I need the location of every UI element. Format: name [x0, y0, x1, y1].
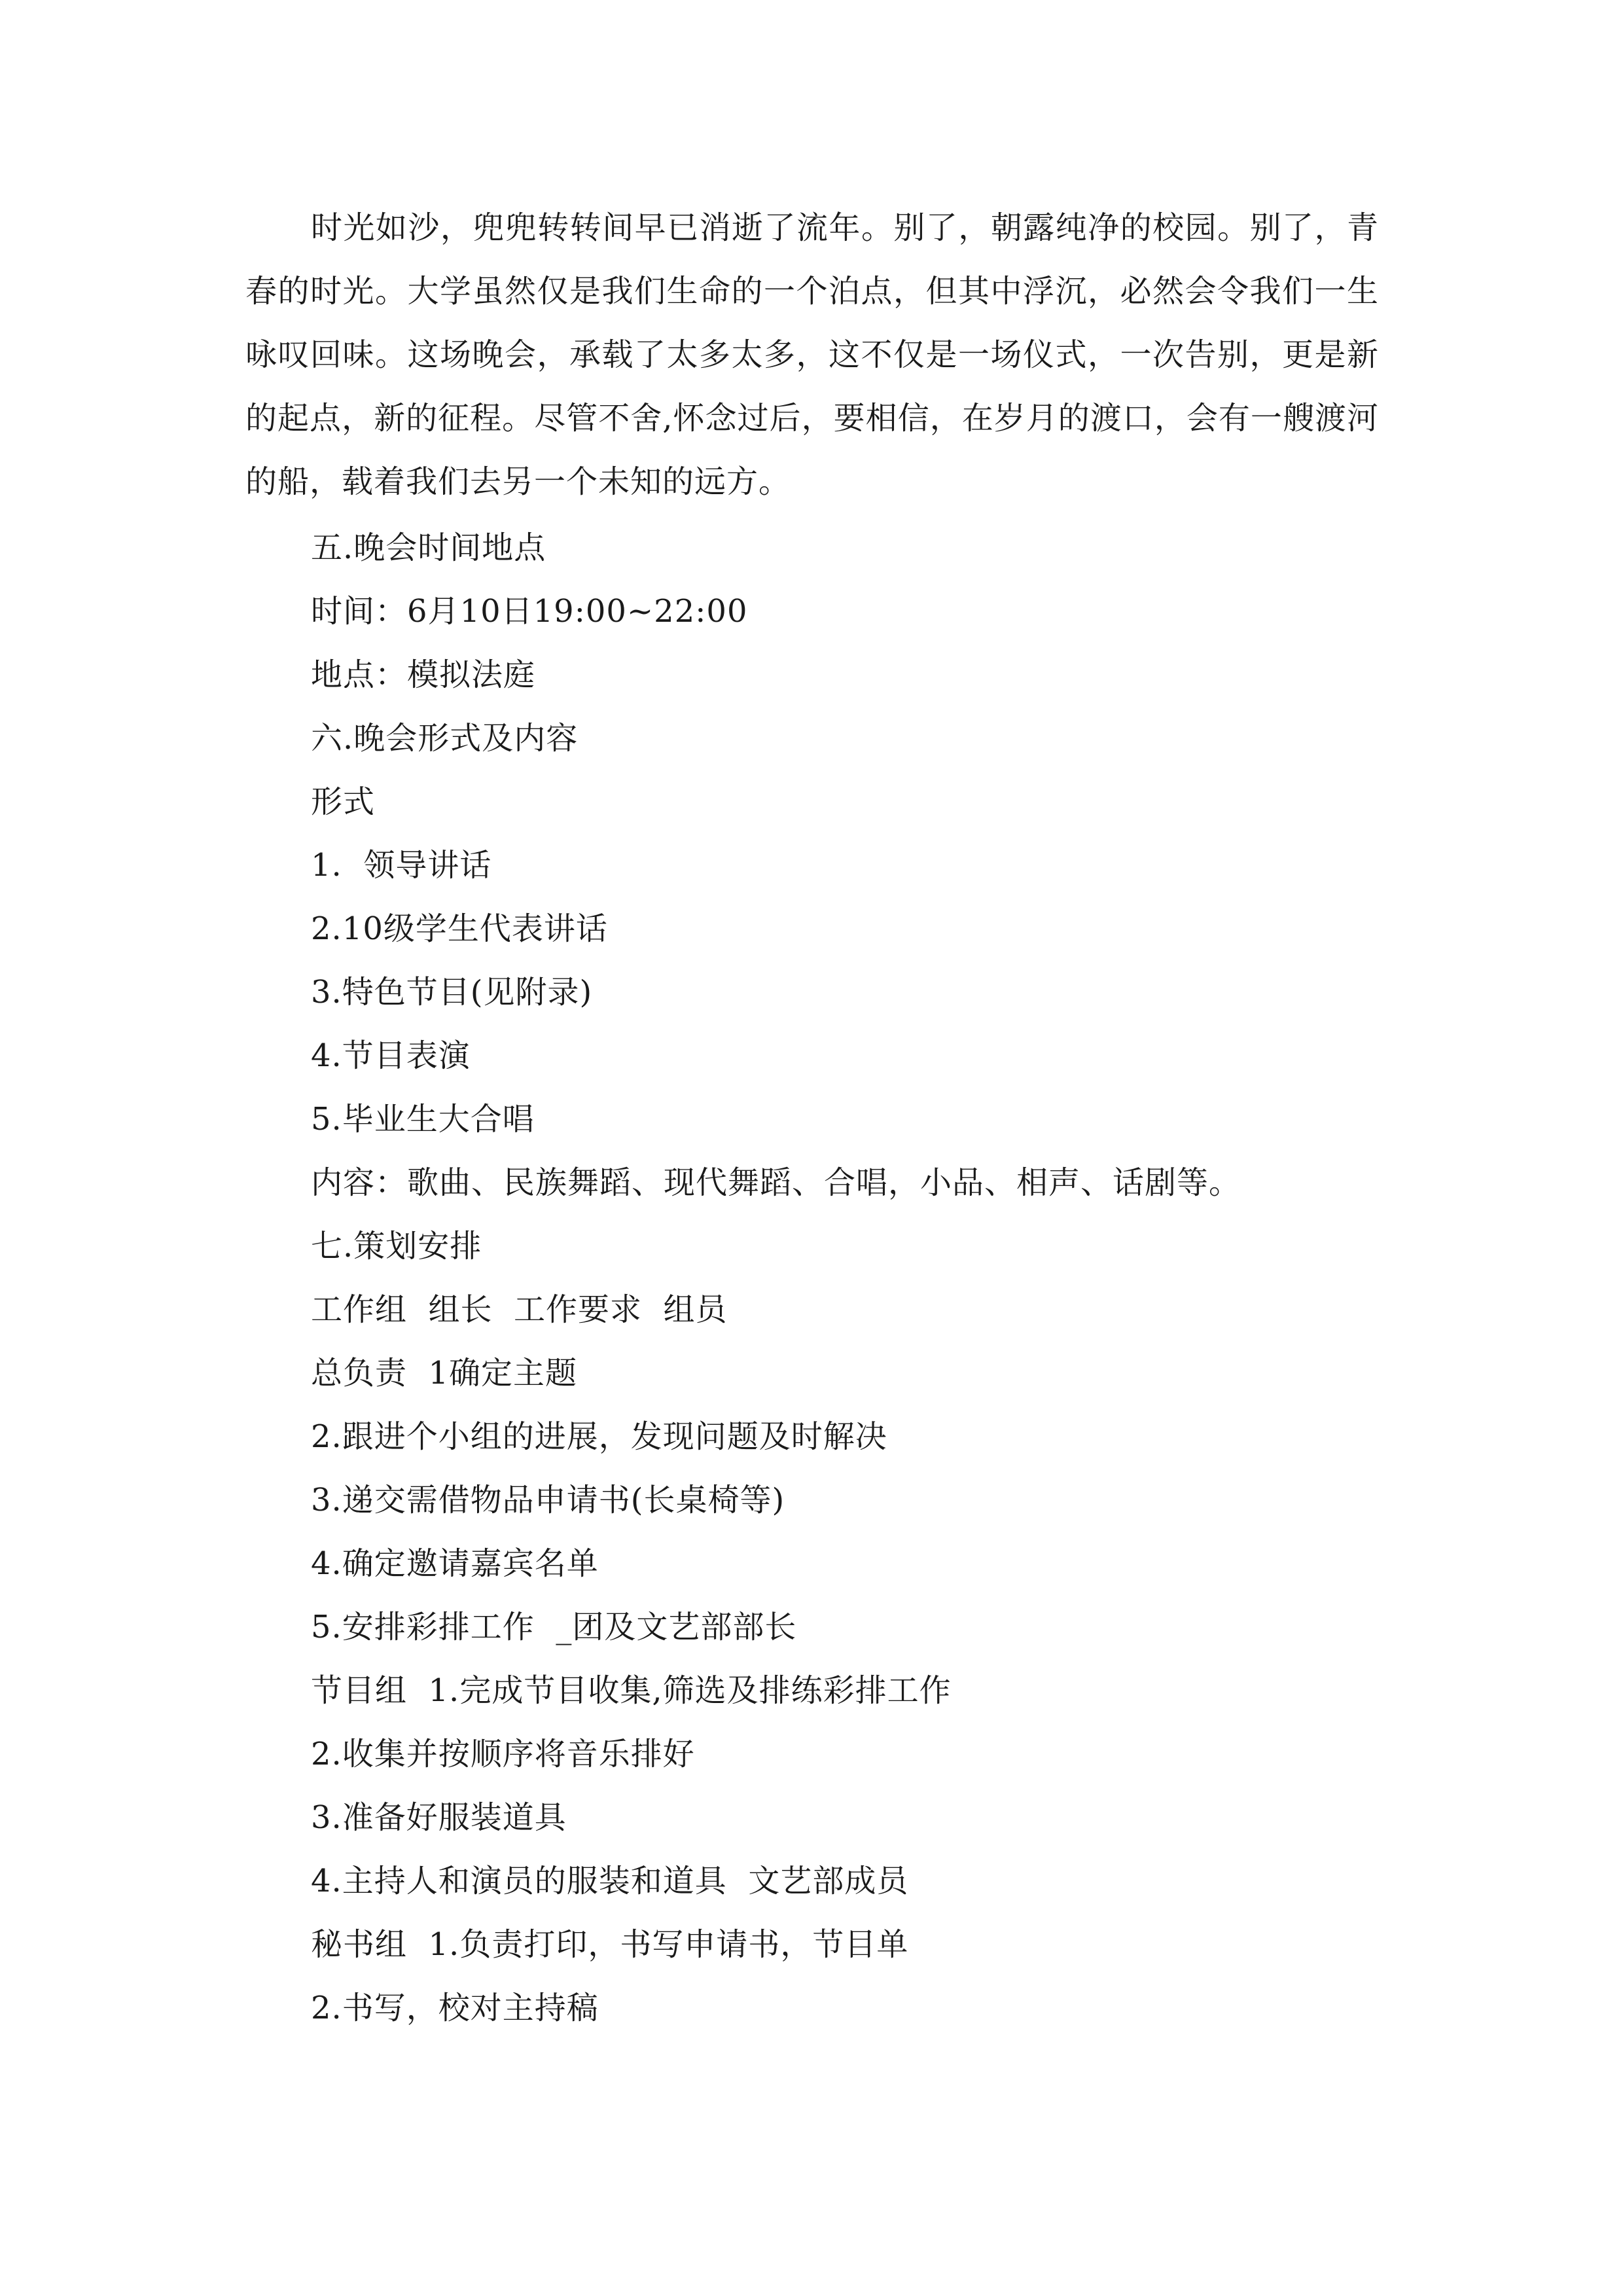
- program-group-item-2: 2.收集并按顺序将音乐排好: [311, 1736, 695, 1772]
- format-item-3: 3.特色节目(见附录): [311, 974, 593, 1011]
- general-lead-item-4: 4.确定邀请嘉宾名单: [311, 1545, 599, 1582]
- content-line: 内容：歌曲、民族舞蹈、现代舞蹈、合唱，小品、相声、话剧等。: [311, 1164, 1241, 1201]
- secretary-group-line: 秘书组 1.负责打印，书写申请书，节目单: [311, 1926, 909, 1963]
- general-lead-line: 总负责 1确定主题: [311, 1355, 578, 1391]
- section-seven-heading: 七.策划安排: [311, 1228, 482, 1265]
- program-group-item-4: 4.主持人和演员的服装和道具 文艺部成员: [311, 1863, 909, 1899]
- secretary-group-item-2: 2.书写，校对主持稿: [311, 1990, 599, 2026]
- section-six-heading: 六.晚会形式及内容: [311, 720, 579, 757]
- intro-paragraph: 时光如沙，兜兜转转间早已消逝了流年。别了，朝露纯净的校园。别了，青春的时光。大学虽然仅是我们生命的一个泊点，但其中浮沉，必然会令我们一生咏叹回味。这场晚会，承载了太多太多，这不仅是一场仪式，一次告别，更是新的起点，新的征程。尽管不舍,怀念过后，要相信，在岁月的渡口，会有一艘渡河的船，载着我们去另一个未知的远方。: [245, 209, 1379, 500]
- format-item-5: 5.毕业生大合唱: [311, 1101, 535, 1138]
- general-lead-item-2: 2.跟进个小组的进展，发现问题及时解决: [311, 1418, 887, 1455]
- table-header-line: 工作组 组长 工作要求 组员: [311, 1291, 728, 1328]
- program-group-item-3: 3.准备好服装道具: [311, 1799, 567, 1836]
- section-five-heading: 五.晚会时间地点: [311, 529, 546, 566]
- format-item-4: 4.节目表演: [311, 1037, 471, 1074]
- event-location: 地点：模拟法庭: [311, 656, 536, 693]
- event-time: 时间：6月10日19:00~22:00: [311, 593, 748, 630]
- general-lead-item-5: 5.安排彩排工作 _团及文艺部部长: [311, 1609, 797, 1645]
- format-item-1: 1. 领导讲话: [311, 847, 492, 884]
- format-label: 形式: [311, 783, 376, 820]
- general-lead-item-3: 3.递交需借物品申请书(长桌椅等): [311, 1482, 785, 1518]
- format-item-2: 2.10级学生代表讲话: [311, 910, 608, 947]
- program-group-line: 节目组 1.完成节目收集,筛选及排练彩排工作: [311, 1672, 952, 1709]
